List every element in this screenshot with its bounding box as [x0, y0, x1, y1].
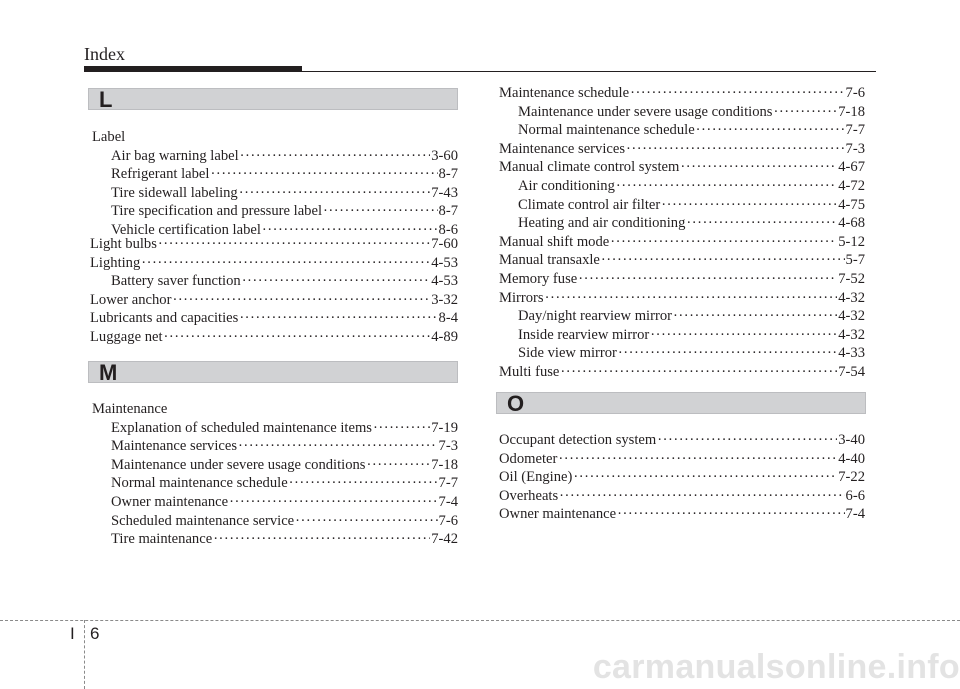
index-entry: Maintenance services ····· 7-3 [499, 140, 865, 159]
index-entry: Day/night rearview mirror ····· 4-32 [499, 307, 865, 326]
index-entry: Luggage net ····· 4-89 [90, 328, 458, 347]
index-entry: Owner maintenance ····· 7-4 [92, 493, 458, 512]
header-rule-thin [84, 71, 876, 72]
index-entry: Memory fuse ····· 7-52 [499, 270, 865, 289]
index-entry: Air conditioning ····· 4-72 [499, 177, 865, 196]
index-entry: Lubricants and capacities ····· 8-4 [90, 309, 458, 328]
index-entry: Manual shift mode ····· 5-12 [499, 233, 865, 252]
column-right [499, 84, 865, 382]
footer-rule-vertical [84, 620, 85, 689]
section-header-m: M [88, 361, 458, 383]
section-header-l: L [88, 88, 458, 110]
page-title: Index [84, 44, 125, 64]
column-o [499, 431, 865, 524]
index-entry: Normal maintenance schedule ····· 7-7 [499, 121, 865, 140]
index-entry: Mirrors ····· 4-32 [499, 289, 865, 308]
index-entry: Normal maintenance schedule ····· 7-7 [92, 474, 458, 493]
index-entry: Inside rearview mirror ····· 4-32 [499, 326, 865, 345]
index-entry: Maintenance under severe usage conditions ····· 7-18 [92, 456, 458, 475]
index-entry: Lighting ····· 4-53 [90, 254, 458, 273]
index-entry: Refrigerant label ····· 8-7 [92, 165, 458, 184]
column-l [92, 128, 458, 240]
index-heading-maintenance: Maintenance [92, 401, 168, 417]
column-m [92, 400, 458, 549]
index-entry: Battery saver function ····· 4-53 [92, 272, 458, 291]
index-entry: Oil (Engine) ····· 7-22 [499, 468, 865, 487]
index-entry: Tire sidewall labeling ····· 7-43 [92, 184, 458, 203]
index-entry: Owner maintenance ····· 7-4 [499, 505, 865, 524]
footer-page-number: 6 [90, 624, 100, 643]
index-entry: Manual transaxle ····· 5-7 [499, 251, 865, 270]
index-entry: Climate control air filter ····· 4-75 [499, 196, 865, 215]
index-entry: Tire specification and pressure label ····· 8-7 [92, 202, 458, 221]
index-entry: Light bulbs ····· 7-60 [90, 235, 458, 254]
index-entry: Heating and air conditioning ····· 4-68 [499, 214, 865, 233]
watermark: carmanualsonline.info [592, 648, 960, 686]
index-entry: Side view mirror ····· 4-33 [499, 344, 865, 363]
index-heading-label: Label [92, 129, 126, 145]
footer-section-letter: I [70, 624, 75, 643]
index-entry: Explanation of scheduled maintenance items ····· 7-19 [92, 419, 458, 438]
index-entry: Manual climate control system ····· 4-67 [499, 158, 865, 177]
index-entry: Overheats ····· 6-6 [499, 487, 865, 506]
index-entry: Multi fuse ····· 7-54 [499, 363, 865, 382]
index-entry: Maintenance services ····· 7-3 [92, 437, 458, 456]
index-entry: Air bag warning label ····· 3-60 [92, 147, 458, 166]
index-entry: Tire maintenance ····· 7-42 [92, 530, 458, 549]
column-l-main [92, 235, 458, 347]
index-entry: Lower anchor ····· 3-32 [90, 291, 458, 310]
section-header-o: O [496, 392, 866, 414]
index-entry: Occupant detection system ····· 3-40 [499, 431, 865, 450]
footer-rule-horizontal [0, 620, 960, 621]
index-entry: Scheduled maintenance service ····· 7-6 [92, 512, 458, 531]
index-entry: Odometer ····· 4-40 [499, 450, 865, 469]
index-entry: Maintenance under severe usage conditions ····· 7-18 [499, 103, 865, 122]
index-entry: Maintenance schedule ····· 7-6 [499, 84, 865, 103]
index-entry: Vehicle certification label ····· 8-6 [92, 221, 458, 240]
